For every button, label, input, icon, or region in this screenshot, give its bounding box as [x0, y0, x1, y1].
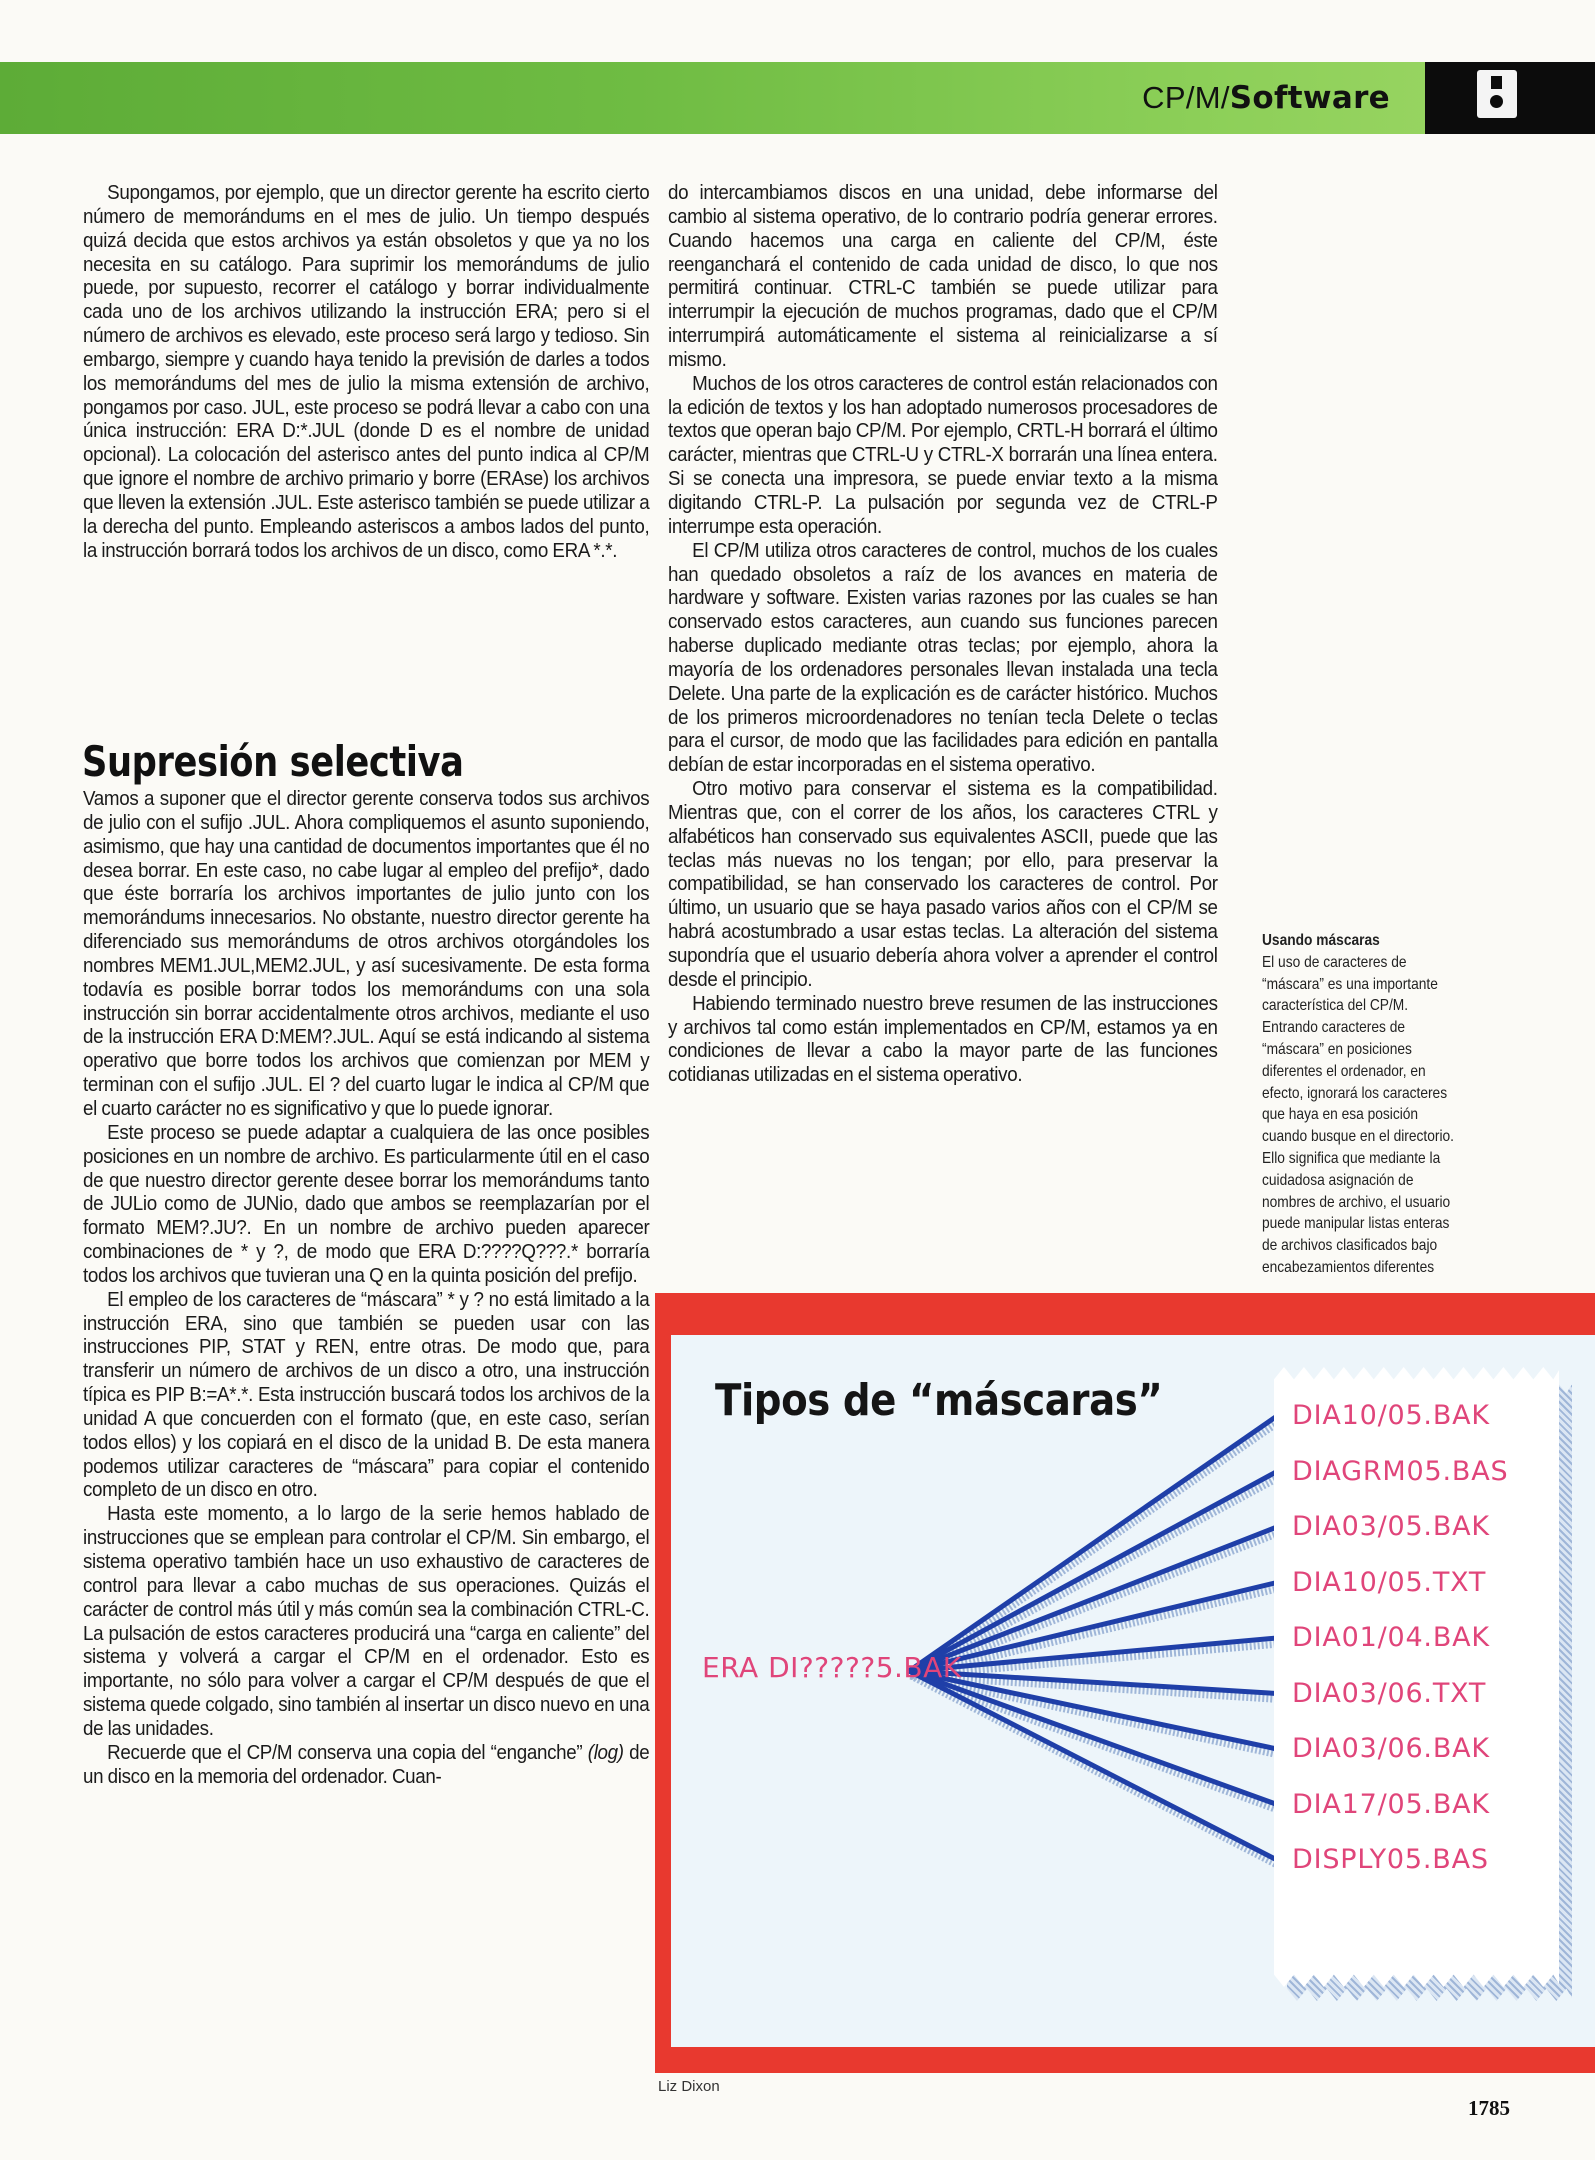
- sidebar-title: Usando máscaras: [1262, 932, 1380, 949]
- paragraph: Otro motivo para conservar el sistema es la compatibilidad. Mientras que, con el correr de los años, los caracteres CTRL y alfabéticos han conservado sus equivalentes ASCII, puede que las teclas más nuevas no los tengan; por ello, para preservar la compatibilidad, se han conservado los caracteres de control. Por último, un usuario que se haya pasado varios años con el CP/M se habrá acostumbrado a usar estas teclas. La alteración del sistema supondría que el usuario debería ahora volver a aprender el control desde el principio.: [668, 778, 1218, 991]
- disk-box: [1425, 62, 1595, 134]
- section-heading: Supresión selectiva: [82, 737, 464, 786]
- paragraph-last-before: Recuerde que el CP/M conserva una copia del “enganche”: [107, 1741, 588, 1764]
- file-name-item: DISPLY05.BAS: [1292, 1844, 1489, 1875]
- paragraph: El CP/M utiliza otros caracteres de control, muchos de los cuales han quedado obsoletos a raíz de los avances en materia de hardware y software. Existen varias razones por las cuales se han conservado estos caracteres, aun cuando sus funciones parecen haberse duplicado mediante otras teclas; por ejemplo, ahora la mayoría de los ordenadores personales llevan instalada una tecla Delete. Una parte de la explicación es de carácter histórico. Muchos de los primeros microordenadores no tenían tecla Delete o teclas para el cursor, de modo que las facilidades para edición en pantalla debían de estar incorporadas en el sistema operativo.: [668, 539, 1218, 777]
- header-band: [0, 62, 1595, 134]
- column-1-top: [83, 182, 649, 564]
- sidebar-caption: [1262, 930, 1456, 1279]
- paragraph-last-italic: (log): [587, 1741, 624, 1764]
- file-name-item: DIA03/05.BAK: [1292, 1511, 1490, 1542]
- file-name-item: DIA10/05.TXT: [1292, 1566, 1487, 1598]
- header-title-bold: Software: [1229, 80, 1390, 116]
- page-number: 1785: [1468, 2096, 1510, 2120]
- fan-line: [909, 1671, 1277, 1860]
- floppy-disk-icon: [1477, 70, 1517, 118]
- illustration-credit: Liz Dixon: [658, 2078, 720, 2095]
- paragraph: El empleo de los caracteres de “máscara” * y ? no está limitado a la instrucción ERA, sino que también se pueden usar con las instrucciones PIP, STAT y REN, entre otras. De modo que, para transferir un número de archivos de un disco a otro, una instrucción típica es PIP B:=A*.*. Esta instrucción buscará todos los archivos de la unidad A que concuerden con el formato (que, en este caso, serían todos ellos) y los copiará en el disco de la unidad B. De esta manera podemos utilizar caracteres de “máscara” para copiar el contenido completo de un disco en otro.: [83, 1288, 650, 1502]
- column-2: [668, 182, 1218, 1088]
- figure-title: Tipos de “máscaras”: [715, 1375, 1163, 1426]
- paragraph: Este proceso se puede adaptar a cualquiera de las once posibles posiciones en un nombre de archivo. Es particularmente útil en el caso de que nuestro director gerente desee borrar los memorándums tanto de JULio como de JUNio, dado que ambos se reemplazarían por el formato MEM?.JU?. En un nombre de archivo pueden aparecer combinaciones de * y ?, de modo que ERA D:????Q???.* borraría todos los archivos que tuvieran una Q en la quinta posición del prefijo.: [83, 1121, 650, 1287]
- fan-line-shadow: [911, 1676, 1279, 1866]
- file-name-item: DIAGRM05.BAS: [1292, 1455, 1509, 1487]
- paragraph-continuation: do intercambiamos discos en una unidad, debe informarse del cambio al sistema operativo, de lo contrario podría generar errores. Cuando hacemos una carga en caliente del CP/M, éste reenganchará el contenido de cada unidad de disco, lo que nos permitirá continuar. CTRL-C también se puede utilizar para interrumpir la ejecución de muchos programas, dado que el CP/M interrumpirá automáticamente el sistema al reinicializarse a sí mismo.: [668, 182, 1218, 371]
- header-title-prefix: CP/M/: [1142, 80, 1230, 115]
- paragraph-last-after: de un disco en la memoria del ordenador. Cuan-: [83, 1741, 650, 1788]
- paragraph: Vamos a suponer que el director gerente conserva todos sus archivos de julio con el sufijo .JUL. Ahora compliquemos el asunto suponiendo, asimismo, que hay una cantidad de documentos importantes que él no desea borrar. En este caso, no cabe lugar al empleo del prefijo*, dado que éste borraría los archivos importantes de julio junto con los memorándums innecesarios. No obstante, nuestro director gerente ha diferenciado sus memorándums de otros archivos otorgándoles los nombres MEM1.JUL,MEM2.JUL, y así sucesivamente. De esta forma todavía es posible borrar todos los memorándums con una sola instrucción sin borrar accidentalmente otros archivos, mediante el uso de la instrucción ERA D:MEM?.JUL. Aquí se está indicando al sistema operativo que borre todos los archivos que comienzan por MEM y terminan con el sufijo .JUL. El ? del cuarto lugar le indica al CP/M que el cuarto carácter no es significativo y que lo puede ignorar.: [83, 788, 650, 1120]
- paragraph: Habiendo terminado nuestro breve resumen de las instrucciones y archivos tal como están implementados en CP/M, estamos ya en condiciones de llevar a cabo la mayor parte de las funciones cotidianas utilizadas en el sistema operativo.: [668, 992, 1218, 1087]
- file-name-item: DIA03/06.BAK: [1292, 1733, 1490, 1764]
- fan-line: [909, 1416, 1277, 1671]
- file-name-item: DIA17/05.BAK: [1292, 1788, 1490, 1820]
- file-name-item: DIA03/06.TXT: [1292, 1677, 1487, 1709]
- source-command: ERA DI?????5.BAK: [702, 1651, 962, 1684]
- column-1-bottom: [83, 788, 649, 1789]
- figure-panel: [671, 1335, 1595, 2047]
- file-name-item: DIA01/04.BAK: [1292, 1622, 1490, 1653]
- paragraph: Supongamos, por ejemplo, que un director gerente ha escrito cierto número de memorándums en el mes de julio. Un tiempo después quizá decida que estos archivos ya están obsoletos y que ya no los necesita en su catálogo. Para suprimir los memorándums de julio puede, por supuesto, recorrer el catálogo y borrar individualmente cada uno de los archivos utilizando la instrucción ERA; pero si el número de archivos es elevado, este proceso será largo y tedioso. Sin embargo, siempre y cuando haya tenido la previsión de darles a todos los memorándums del mes de julio la misma extensión de archivo, pongamos por caso. JUL, este proceso se podrá llevar a cabo con una única instrucción: ERA D:*.JUL (donde D es el nombre de unidad opcional). La colocación del asterisco antes del punto indica al CP/M que ignore el nombre de archivo primario y borre (ERAse) los archivos que lleven la extensión .JUL. Este asterisco también se puede utilizar a la derecha del punto. Empleando asteriscos a ambos lados del punto, la instrucción borrará todos los archivos de un disco, como ERA *.*.: [83, 182, 650, 562]
- paragraph: Muchos de los otros caracteres de control están relacionados con la edición de textos y los han adoptado numerosos procesadores de textos que operan bajo CP/M. Por ejemplo, CRTL-H borrará el último carácter, mientras que CTRL-U y CTRL-X borrarán una línea entera. Si se conecta una impresora, se puede enviar texto a la misma digitando CTRL-P. La pulsación por segunda vez de CTRL-P interrumpe esta operación.: [668, 372, 1218, 538]
- file-list: [1288, 1388, 1548, 1888]
- figure-frame: [655, 1293, 1595, 2073]
- paragraph: Hasta este momento, a lo largo de la serie hemos hablado de instrucciones que se emplean para controlar el CP/M. Sin embargo, el sistema operativo también hace un uso exhaustivo de caracteres de control para llevar a cabo muchas de sus operaciones. Quizás el carácter de control más útil y más común sea la combinación CTRL-C. La pulsación de estos caracteres producirá una “carga en caliente” del sistema y volverá a cargar el CP/M en el ordenador. Esto es importante, no sólo para volver a cargar el CP/M después de que el sistema quede colgado, sino también al insertar un disco nuevo en una de las unidades.: [83, 1503, 650, 1740]
- file-name-item: DIA10/05.BAK: [1292, 1400, 1490, 1431]
- sidebar-text: El uso de caracteres de “máscara” es una importante característica del CP/M. Entrando caracteres de “máscara” en posiciones diferentes el ordenador, en efecto, ignorará los caracteres que haya en esa posición cuando busque en el directorio. Ello significa que mediante la cuidadosa asignación de nombres de archivo, el usuario puede manipular listas enteras de archivos clasificados bajo encabezamientos diferentes: [1262, 953, 1455, 1276]
- fan-line: [909, 1583, 1277, 1672]
- paragraph-last: [83, 1742, 649, 1790]
- header-title: [1142, 80, 1390, 116]
